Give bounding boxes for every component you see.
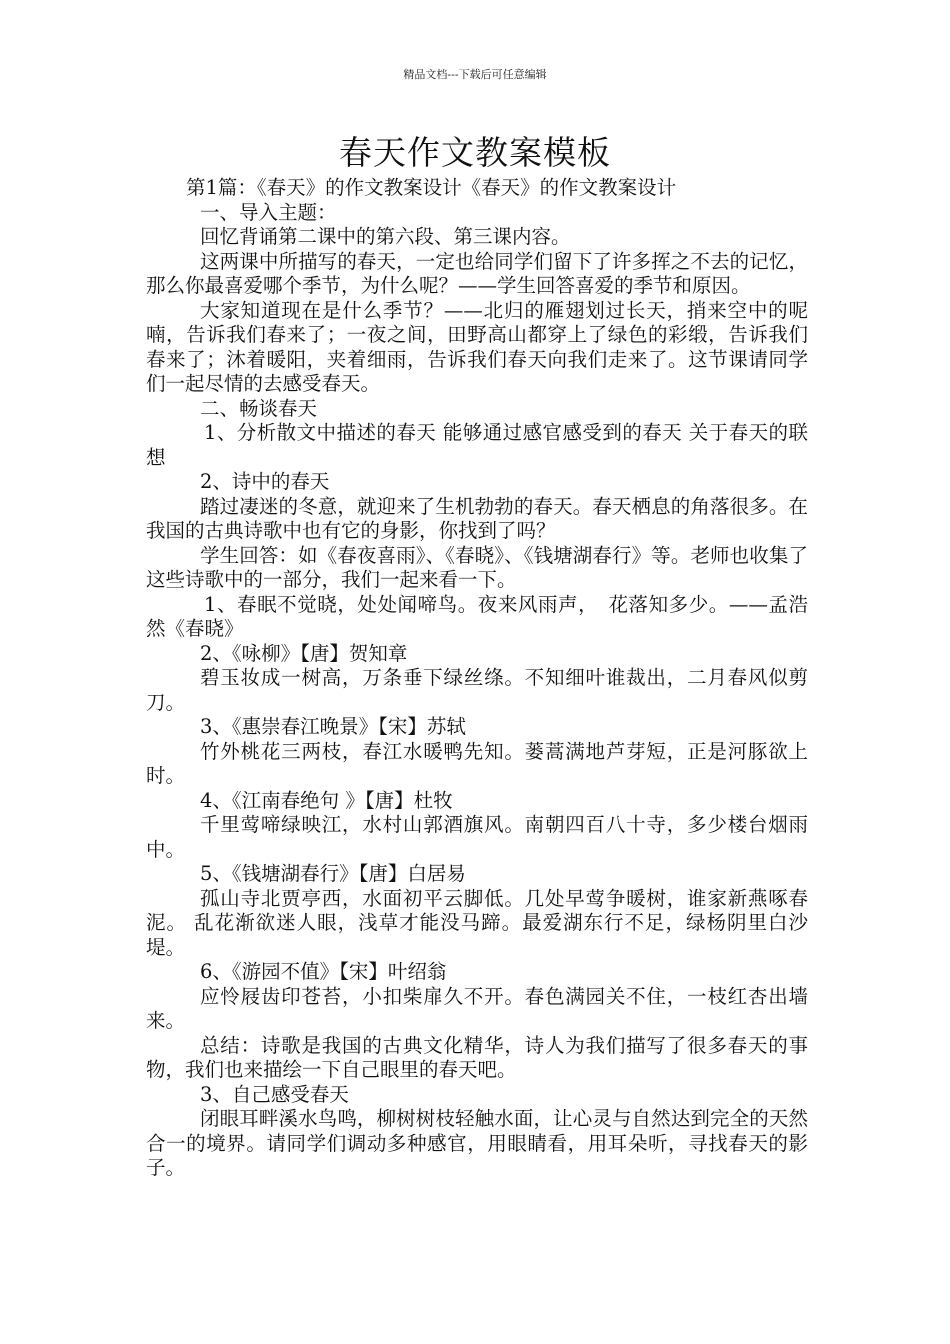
paragraph: 竹外桃花三两枝，春江水暖鸭先知。蒌蒿满地芦芽短，正是河豚欲上时。 — [146, 739, 808, 787]
paragraph: 4、《江南春绝句 》【唐】杜牧 — [200, 788, 453, 812]
paragraph: 3、《惠崇春江晚景》【宋】苏轼 — [200, 715, 466, 738]
page-header: 精品文档---下载后可任意编辑 — [403, 68, 547, 81]
paragraph: 6、《游园不值》【宋】叶绍翁 — [200, 960, 447, 983]
paragraph: 一、导入主题： — [200, 200, 337, 224]
paragraph: 孤山寺北贾亭西，水面初平云脚低。几处早莺争暖树，谁家新燕啄春泥。 乱花渐欲迷人眼，浅草才能没马蹄。最爱湖东行不足，绿杨阴里白沙堤。 — [146, 886, 808, 959]
paragraph: 碧玉妆成一树高，万条垂下绿丝绦。不知细叶谁裁出，二月春风似剪刀。 — [146, 666, 808, 714]
paragraph: 踏过凄迷的冬意，就迎来了生机勃勃的春天。春天栖息的角落很多。在我国的古典诗歌中也有它的身影，你找到了吗？ — [146, 494, 808, 542]
paragraph: 2、《咏柳》【唐】贺知章 — [200, 641, 408, 665]
paragraph: 回忆背诵第二课中的第六段、第三课内容。 — [200, 225, 571, 248]
paragraph: 应怜屐齿印苍苔，小扣柴扉久不开。春色满园关不住，一枝红杏出墙来。 — [146, 984, 808, 1032]
paragraph: 总结：诗歌是我国的古典文化精华，诗人为我们描写了很多春天的事物，我们也来描绘一下自己眼里的春天吧。 — [146, 1033, 808, 1081]
paragraph: 第1篇：《春天》的作文教案设计《春天》的作文教案设计 — [186, 176, 677, 199]
paragraph: 千里莺啼绿映江，水村山郭酒旗风。南朝四百八十寺，多少楼台烟雨中。 — [146, 813, 808, 861]
paragraph: 大家知道现在是什么季节？——北归的雁翅划过长天，捎来空中的呢喃，告诉我们春来了；一夜之间，田野高山都穿上了绿色的彩缎，告诉我们春来了；沐着暖阳，夹着细雨，告诉我们春天向我们走来了。这节课请同学们一起尽情的去感受春天。 — [146, 298, 808, 395]
paragraph: 这两课中所描写的春天，一定也给同学们留下了许多挥之不去的记忆，那么你最喜爱哪个季节，为什么呢？——学生回答喜爱的季节和原因。 — [146, 249, 808, 297]
document-body — [146, 176, 808, 1181]
paragraph: 5、《钱塘湖春行》【唐】白居易 — [200, 862, 466, 885]
paragraph: 二、畅谈春天 — [200, 396, 318, 420]
paragraph: 2、诗中的春天 — [200, 470, 330, 493]
paragraph: 学生回答：如《春夜喜雨》、《春晓》、《钱塘湖春行》等。老师也收集了这些诗歌中的一部分，我们一起来看一下。 — [146, 543, 808, 591]
paragraph: 1、春眠不觉晓，处处闻啼鸟。夜来风雨声， 花落知多少。——孟浩然《春晓》 — [146, 592, 808, 640]
paragraph: 闭眼耳畔溪水鸟鸣，柳树树枝轻触水面，让心灵与自然达到完全的天然合一的境界。请同学们调动多种感官，用眼睛看，用耳朵听，寻找春天的影子。 — [146, 1107, 808, 1179]
paragraph: 3、自己感受春天 — [200, 1082, 349, 1106]
document-title: 春天作文教案模板 — [339, 133, 611, 172]
paragraph: 1、分析散文中描述的春天 能够通过感官感受到的春天 关于春天的联想 — [146, 421, 808, 469]
